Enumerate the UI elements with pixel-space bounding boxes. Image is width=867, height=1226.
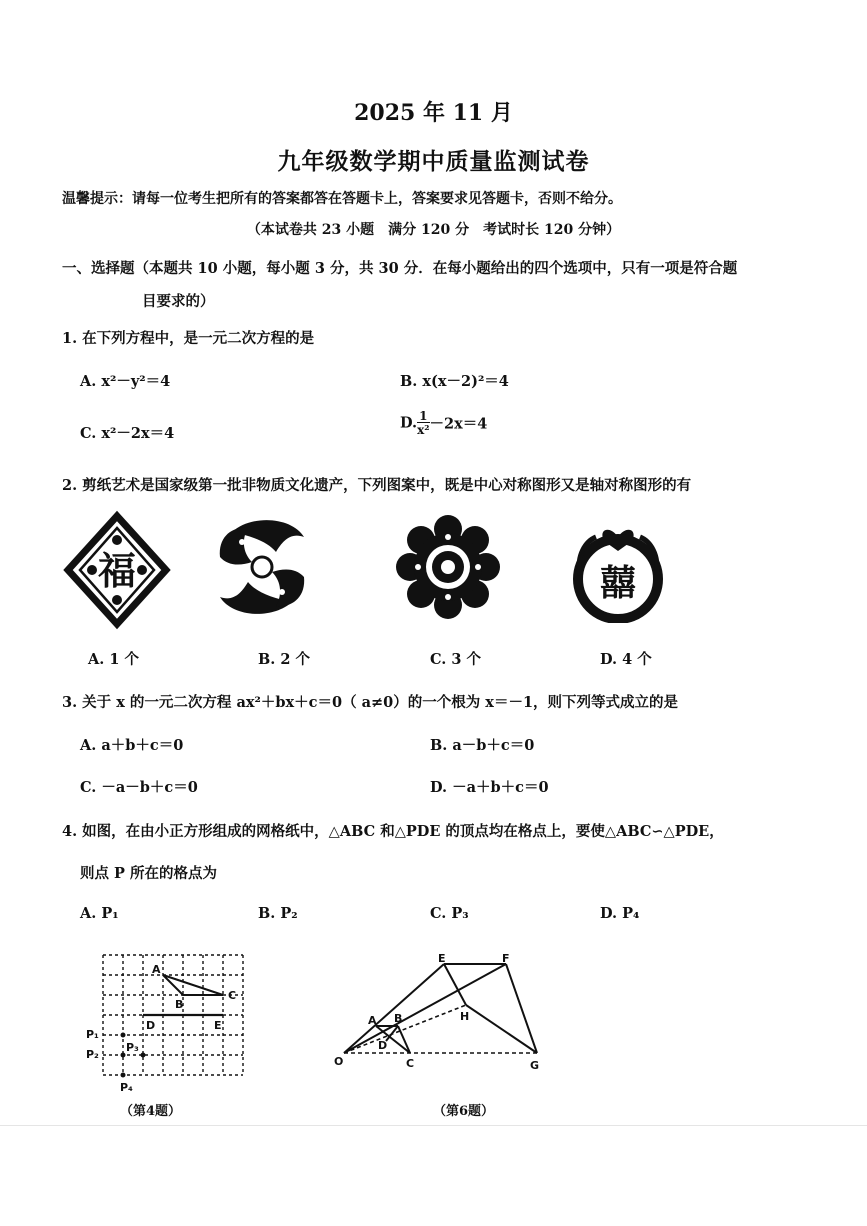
exam-notice: 温馨提示：请每一位考生把所有的答案都答在答题卡上，答案要求见答题卡，否则不给分。 <box>62 191 622 207</box>
figure-6-caption: （第6题） <box>433 1104 495 1119</box>
question-3-option-c: C. －a－b＋c＝0 <box>80 779 198 796</box>
figure-question-4 <box>78 945 248 1095</box>
label-g: G <box>530 1059 540 1072</box>
question-2-option-a: A. 1 个 <box>88 651 139 668</box>
label-d: D <box>146 1019 156 1032</box>
label-e: E <box>438 952 446 965</box>
option-d-rest: －2x＝4 <box>429 415 488 433</box>
question-3-option-a: A. a＋b＋c＝0 <box>80 737 184 754</box>
question-4-stem-line2: 则点 P 所在的格点为 <box>80 865 217 882</box>
label-a: A <box>368 1014 377 1027</box>
question-1-stem: 1. 在下列方程中，是一元二次方程的是 <box>62 330 315 347</box>
papercut-fu-image <box>62 510 172 630</box>
question-1-option-d <box>400 410 487 436</box>
papercut-double-happiness-image <box>566 515 670 623</box>
label-e: E <box>214 1019 222 1032</box>
question-3-option-d: D. －a＋b＋c＝0 <box>430 779 549 796</box>
question-3-stem: 3. 关于 x 的一元二次方程 ax²＋bx＋c＝0（ a≠0）的一个根为 x＝－1，则下列等式成立的是 <box>62 694 679 711</box>
question-2-option-b: B. 2 个 <box>258 651 310 668</box>
question-3-option-b: B. a－b＋c＝0 <box>430 737 535 754</box>
label-p4: P₄ <box>120 1081 133 1094</box>
question-2-stem: 2. 剪纸艺术是国家级第一批非物质文化遗产，下列图案中，既是中心对称图形又是轴对称图形的有 <box>62 477 692 494</box>
option-d-prefix: D. <box>400 414 418 432</box>
exam-date: 2025 年 11 月 <box>354 100 513 126</box>
label-c: C <box>406 1057 415 1070</box>
fu-character: 福 <box>97 549 137 593</box>
label-p2: P₂ <box>86 1048 99 1061</box>
page-bottom-divider <box>0 1125 867 1126</box>
label-h: H <box>460 1010 470 1023</box>
label-f: F <box>502 952 510 965</box>
papercut-flower-image <box>396 515 500 619</box>
question-2-option-c: C. 3 个 <box>430 651 482 668</box>
label-o: O <box>334 1055 344 1068</box>
fraction-denominator: x² <box>417 423 430 437</box>
question-4-option-a: A. P₁ <box>80 905 119 922</box>
label-b: B <box>394 1012 403 1025</box>
question-4-option-c: C. P₃ <box>430 905 469 922</box>
label-b: B <box>175 998 184 1011</box>
solid-lines <box>344 964 537 1053</box>
question-2-option-d: D. 4 个 <box>600 651 652 668</box>
papercut-fish-image <box>212 512 312 622</box>
question-1-option-c: C. x²－2x＝4 <box>80 425 175 442</box>
exam-title: 九年级数学期中质量监测试卷 <box>277 148 590 175</box>
question-4-option-b: B. P₂ <box>258 905 298 922</box>
label-p3: P₃ <box>126 1041 139 1054</box>
question-4-stem-line1: 4. 如图，在由小正方形组成的网格纸中，△ABC 和△PDE 的顶点均在格点上，要使△ABC∽△PDE， <box>62 823 724 840</box>
question-1-option-a: A. x²－y²＝4 <box>80 373 171 390</box>
fraction <box>417 410 429 436</box>
question-4-option-d: D. P₄ <box>600 905 640 922</box>
dashed-lines <box>344 1005 537 1053</box>
section-heading-line2: 目要求的） <box>142 293 215 310</box>
label-a: A <box>152 963 161 976</box>
question-1-option-b: B. x(x－2)²＝4 <box>400 373 509 390</box>
fraction-numerator: 1 <box>417 410 429 423</box>
figure-4-caption: （第4题） <box>120 1104 182 1119</box>
triangle-abc <box>163 975 223 995</box>
label-d: D <box>378 1039 388 1052</box>
label-p1: P₁ <box>86 1028 99 1041</box>
label-c: C <box>228 989 237 1002</box>
figure-question-6 <box>330 950 550 1075</box>
double-happiness-character: 囍 <box>599 563 637 604</box>
section-heading-line1: 一、选择题（本题共 10 小题，每小题 3 分，共 30 分．在每小题给出的四个选项中，只有一项是符合题 <box>62 260 738 277</box>
exam-info: （本试卷共 23 小题 满分 120 分 考试时长 120 分钟） <box>246 222 621 238</box>
